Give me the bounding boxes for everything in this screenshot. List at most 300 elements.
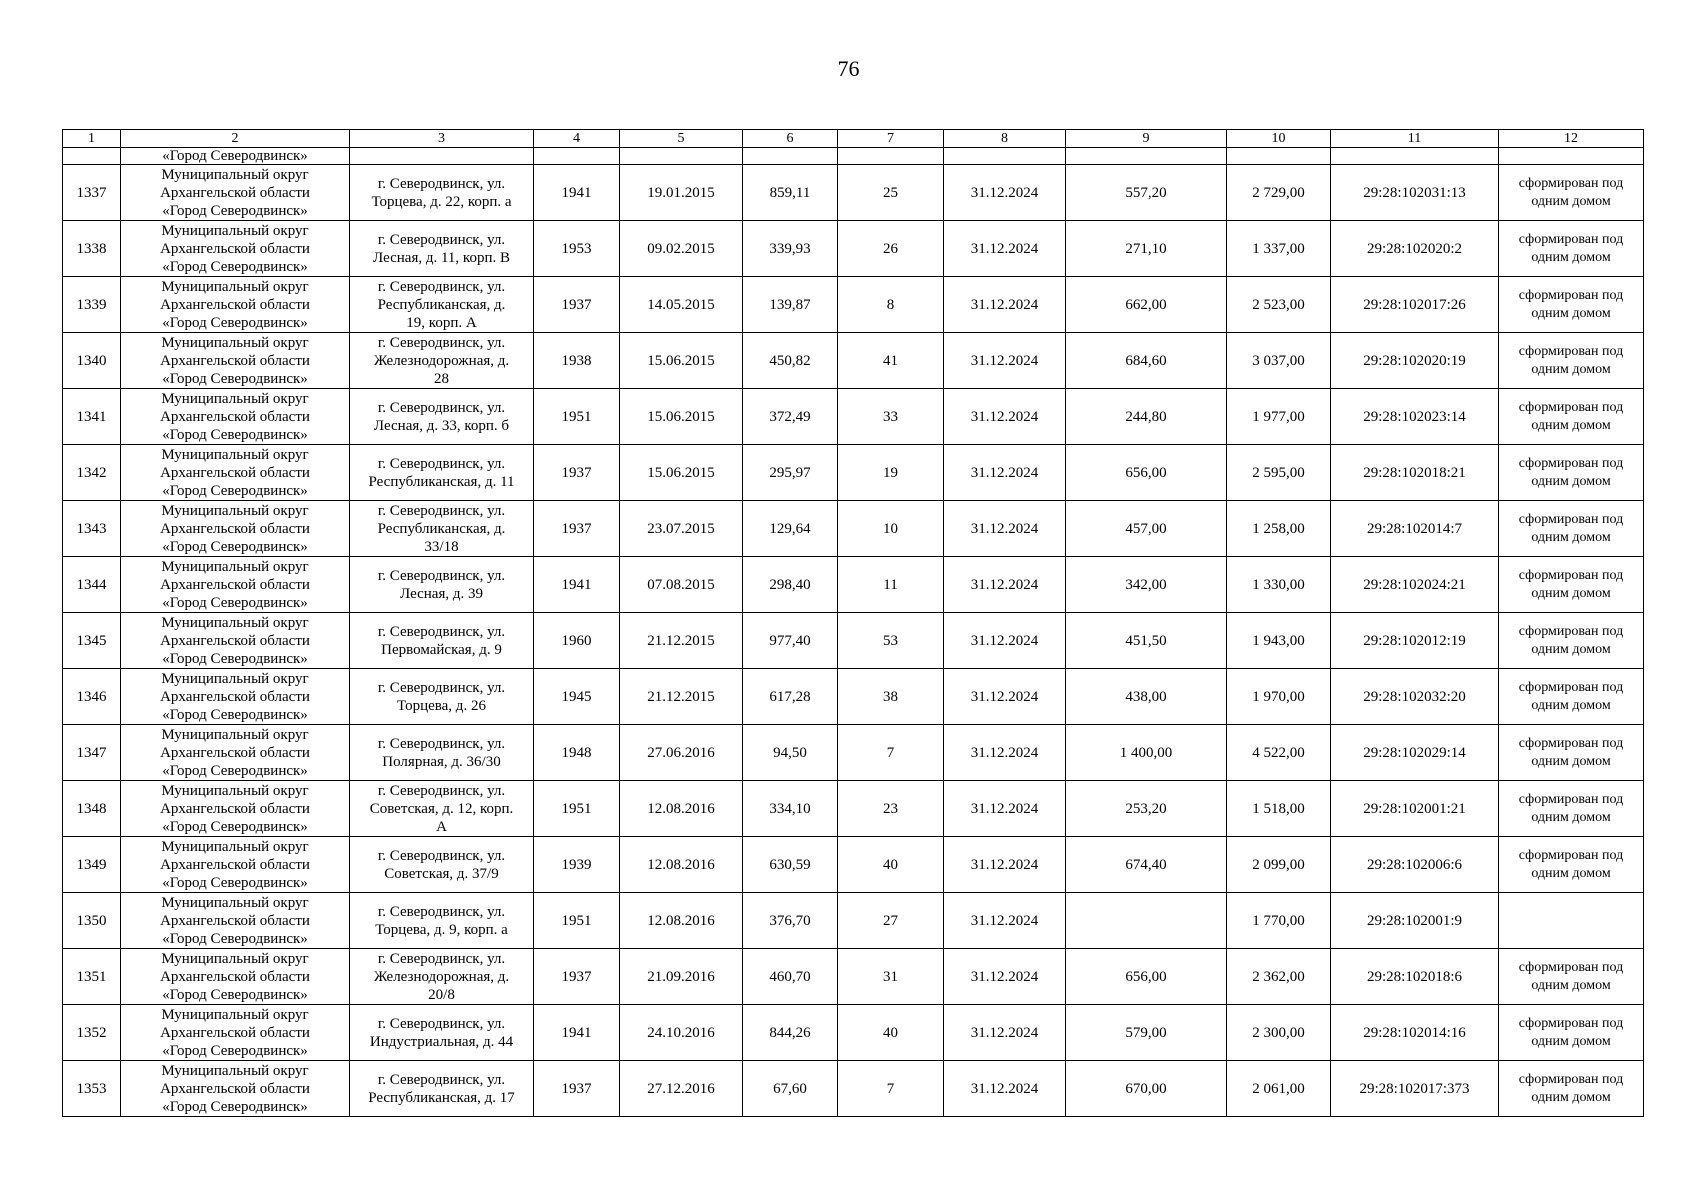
address-cell-line: 20/8 <box>428 986 455 1003</box>
land-area-cell: 579,00 <box>1066 1005 1227 1061</box>
note-cell-line: одним домом <box>1531 249 1611 265</box>
note-cell-line: сформирован под <box>1518 791 1624 807</box>
year-cell: 1953 <box>534 221 620 277</box>
address-cell-line: 19, корп. А <box>406 314 477 331</box>
area-cell: 295,97 <box>743 445 838 501</box>
owner-cell-line: Архангельской области <box>160 968 310 985</box>
note-cell <box>1499 1005 1644 1061</box>
date-cell: 21.12.2015 <box>620 613 743 669</box>
owner-cell <box>121 445 350 501</box>
owner-cell-line: Муниципальный округ <box>161 614 309 631</box>
owner-cell <box>121 781 350 837</box>
plan-date-cell: 31.12.2024 <box>944 1061 1066 1117</box>
address-cell-line: Железнодорожная, д. <box>373 968 510 985</box>
land-area-cell: 684,60 <box>1066 333 1227 389</box>
cadastral-number-cell: 29:28:102029:14 <box>1331 725 1499 781</box>
address-cell-line: А <box>436 818 447 835</box>
owner-cell-line: Архангельской области <box>160 856 310 873</box>
plan-date-cell: 31.12.2024 <box>944 165 1066 221</box>
address-cell-line: Республиканская, д. 17 <box>368 1089 515 1106</box>
address-cell-line: Республиканская, д. <box>377 296 506 313</box>
owner-cell-line: Архангельской области <box>160 520 310 537</box>
cadastral-number-cell: 29:28:102018:21 <box>1331 445 1499 501</box>
note-cell-line: одним домом <box>1531 865 1611 881</box>
year-cell: 1939 <box>534 837 620 893</box>
note-cell-line: одним домом <box>1531 1089 1611 1105</box>
owner-cell-line: Архангельской области <box>160 576 310 593</box>
cadastral-number-cell: 29:28:102020:19 <box>1331 333 1499 389</box>
note-cell-line: сформирован под <box>1518 1071 1624 1087</box>
land-area-cell: 670,00 <box>1066 1061 1227 1117</box>
count-cell: 27 <box>838 893 944 949</box>
year-cell: 1937 <box>534 445 620 501</box>
continuation-text: «Город Северодвинск» <box>121 148 350 165</box>
area-cell: 339,93 <box>743 221 838 277</box>
year-cell: 1941 <box>534 165 620 221</box>
note-cell-line: сформирован под <box>1518 511 1624 527</box>
count-cell: 11 <box>838 557 944 613</box>
address-cell-line: г. Северодвинск, ул. <box>377 1071 506 1088</box>
date-cell: 24.10.2016 <box>620 1005 743 1061</box>
land-area-cell: 271,10 <box>1066 221 1227 277</box>
cadastral-number-cell: 29:28:102014:16 <box>1331 1005 1499 1061</box>
area-cell: 67,60 <box>743 1061 838 1117</box>
date-cell: 15.06.2015 <box>620 445 743 501</box>
owner-cell-line: «Город Северодвинск» <box>162 594 308 611</box>
cadastral-number-cell: 29:28:102024:21 <box>1331 557 1499 613</box>
plot-area-cell: 1 970,00 <box>1227 669 1331 725</box>
owner-cell-line: Муниципальный округ <box>161 334 309 351</box>
date-cell: 19.01.2015 <box>620 165 743 221</box>
date-cell: 27.06.2016 <box>620 725 743 781</box>
note-cell <box>1499 781 1644 837</box>
owner-cell-line: «Город Северодвинск» <box>162 370 308 387</box>
owner-cell-line: «Город Северодвинск» <box>162 986 308 1003</box>
count-cell: 33 <box>838 389 944 445</box>
address-cell-line: г. Северодвинск, ул. <box>377 847 506 864</box>
plot-area-cell: 1 943,00 <box>1227 613 1331 669</box>
area-cell: 460,70 <box>743 949 838 1005</box>
row-number: 1339 <box>63 277 121 333</box>
owner-cell <box>121 837 350 893</box>
owner-cell <box>121 501 350 557</box>
address-cell-line: Индустриальная, д. 44 <box>369 1033 514 1050</box>
area-cell: 977,40 <box>743 613 838 669</box>
date-cell: 14.05.2015 <box>620 277 743 333</box>
row-number: 1343 <box>63 501 121 557</box>
count-cell: 7 <box>838 725 944 781</box>
owner-cell-line: Муниципальный округ <box>161 446 309 463</box>
date-cell: 15.06.2015 <box>620 333 743 389</box>
owner-cell-line: Муниципальный округ <box>161 894 309 911</box>
table-cell <box>63 148 121 165</box>
table-row <box>63 389 1644 445</box>
cadastral-number-cell: 29:28:102006:6 <box>1331 837 1499 893</box>
address-cell <box>350 781 534 837</box>
plot-area-cell: 2 729,00 <box>1227 165 1331 221</box>
owner-cell-line: «Город Северодвинск» <box>162 314 308 331</box>
note-cell-line: сформирован под <box>1518 399 1624 415</box>
land-area-cell: 253,20 <box>1066 781 1227 837</box>
count-cell: 26 <box>838 221 944 277</box>
owner-cell-line: «Город Северодвинск» <box>162 258 308 275</box>
date-cell: 12.08.2016 <box>620 893 743 949</box>
address-cell <box>350 669 534 725</box>
note-cell <box>1499 557 1644 613</box>
plot-area-cell: 2 362,00 <box>1227 949 1331 1005</box>
address-cell-line: г. Северодвинск, ул. <box>377 334 506 351</box>
cadastral-number-cell: 29:28:102020:2 <box>1331 221 1499 277</box>
owner-cell-line: Муниципальный округ <box>161 670 309 687</box>
land-area-cell <box>1066 893 1227 949</box>
note-cell <box>1499 333 1644 389</box>
owner-cell-line: Муниципальный округ <box>161 278 309 295</box>
year-cell: 1948 <box>534 725 620 781</box>
note-cell <box>1499 221 1644 277</box>
owner-cell-line: Муниципальный округ <box>161 950 309 967</box>
plan-date-cell: 31.12.2024 <box>944 389 1066 445</box>
note-cell-line: сформирован под <box>1518 735 1624 751</box>
land-area-cell: 656,00 <box>1066 949 1227 1005</box>
owner-cell-line: Муниципальный округ <box>161 390 309 407</box>
table-row <box>63 893 1644 949</box>
land-area-cell: 438,00 <box>1066 669 1227 725</box>
address-cell <box>350 557 534 613</box>
plan-date-cell: 31.12.2024 <box>944 221 1066 277</box>
address-cell-line: г. Северодвинск, ул. <box>377 175 506 192</box>
count-cell: 31 <box>838 949 944 1005</box>
note-cell-line: сформирован под <box>1518 287 1624 303</box>
owner-cell-line: «Город Северодвинск» <box>162 874 308 891</box>
owner-cell <box>121 725 350 781</box>
table-cell <box>1066 148 1227 165</box>
address-cell-line: г. Северодвинск, ул. <box>377 782 506 799</box>
table-row <box>63 949 1644 1005</box>
land-area-cell: 1 400,00 <box>1066 725 1227 781</box>
row-number: 1338 <box>63 221 121 277</box>
plot-area-cell: 2 061,00 <box>1227 1061 1331 1117</box>
area-cell: 376,70 <box>743 893 838 949</box>
plot-area-cell: 1 258,00 <box>1227 501 1331 557</box>
address-cell-line: Торцева, д. 26 <box>397 697 486 714</box>
table-row <box>63 501 1644 557</box>
table-row <box>63 277 1644 333</box>
owner-cell-line: Муниципальный округ <box>161 222 309 239</box>
plot-area-cell: 1 330,00 <box>1227 557 1331 613</box>
table-cell <box>620 148 743 165</box>
address-cell-line: г. Северодвинск, ул. <box>377 399 506 416</box>
area-cell: 859,11 <box>743 165 838 221</box>
cadastral-number-cell: 29:28:102023:14 <box>1331 389 1499 445</box>
owner-cell-line: «Город Северодвинск» <box>162 930 308 947</box>
table-body <box>63 130 1644 1117</box>
year-cell: 1945 <box>534 669 620 725</box>
note-cell <box>1499 837 1644 893</box>
year-cell: 1941 <box>534 557 620 613</box>
area-cell: 844,26 <box>743 1005 838 1061</box>
date-cell: 27.12.2016 <box>620 1061 743 1117</box>
plan-date-cell: 31.12.2024 <box>944 949 1066 1005</box>
column-number: 11 <box>1331 130 1499 148</box>
note-cell <box>1499 165 1644 221</box>
plan-date-cell: 31.12.2024 <box>944 781 1066 837</box>
year-cell: 1941 <box>534 1005 620 1061</box>
address-cell <box>350 949 534 1005</box>
land-area-cell: 342,00 <box>1066 557 1227 613</box>
column-number: 6 <box>743 130 838 148</box>
note-cell <box>1499 725 1644 781</box>
owner-cell-line: «Город Северодвинск» <box>162 482 308 499</box>
count-cell: 8 <box>838 277 944 333</box>
owner-cell-line: Архангельской области <box>160 296 310 313</box>
address-cell-line: Республиканская, д. 11 <box>368 473 515 490</box>
plot-area-cell: 3 037,00 <box>1227 333 1331 389</box>
note-cell <box>1499 949 1644 1005</box>
table-cell <box>743 148 838 165</box>
year-cell: 1937 <box>534 1061 620 1117</box>
date-cell: 15.06.2015 <box>620 389 743 445</box>
count-cell: 53 <box>838 613 944 669</box>
note-cell-line: сформирован под <box>1518 959 1624 975</box>
address-cell-line: г. Северодвинск, ул. <box>377 502 506 519</box>
note-cell-line: сформирован под <box>1518 455 1624 471</box>
address-cell-line: г. Северодвинск, ул. <box>377 950 506 967</box>
note-cell-line: сформирован под <box>1518 623 1624 639</box>
cadastral-number-cell: 29:28:102031:13 <box>1331 165 1499 221</box>
note-cell-line: сформирован под <box>1518 567 1624 583</box>
count-cell: 25 <box>838 165 944 221</box>
year-cell: 1960 <box>534 613 620 669</box>
owner-cell-line: Архангельской области <box>160 408 310 425</box>
plan-date-cell: 31.12.2024 <box>944 669 1066 725</box>
table-cell <box>1499 148 1644 165</box>
note-cell-line: одним домом <box>1531 809 1611 825</box>
plot-area-cell: 1 518,00 <box>1227 781 1331 837</box>
table-cell <box>1331 148 1499 165</box>
owner-cell-line: Муниципальный округ <box>161 502 309 519</box>
owner-cell-line: «Город Северодвинск» <box>162 650 308 667</box>
plot-area-cell: 2 523,00 <box>1227 277 1331 333</box>
table-row <box>63 781 1644 837</box>
owner-cell <box>121 1005 350 1061</box>
row-number: 1351 <box>63 949 121 1005</box>
column-number: 8 <box>944 130 1066 148</box>
column-number: 1 <box>63 130 121 148</box>
cadastral-number-cell: 29:28:102017:26 <box>1331 277 1499 333</box>
owner-cell <box>121 277 350 333</box>
row-number: 1340 <box>63 333 121 389</box>
owner-cell-line: Архангельской области <box>160 184 310 201</box>
year-cell: 1937 <box>534 277 620 333</box>
address-cell <box>350 221 534 277</box>
count-cell: 38 <box>838 669 944 725</box>
count-cell: 19 <box>838 445 944 501</box>
plot-area-cell: 2 595,00 <box>1227 445 1331 501</box>
cadastral-number-cell: 29:28:102014:7 <box>1331 501 1499 557</box>
area-cell: 94,50 <box>743 725 838 781</box>
column-number: 3 <box>350 130 534 148</box>
table-cell <box>534 148 620 165</box>
table-row <box>63 445 1644 501</box>
owner-cell-line: «Город Северодвинск» <box>162 762 308 779</box>
address-cell <box>350 333 534 389</box>
address-cell-line: Республиканская, д. <box>377 520 506 537</box>
address-cell-line: Лесная, д. 11, корп. В <box>373 249 510 266</box>
plan-date-cell: 31.12.2024 <box>944 613 1066 669</box>
owner-cell-line: «Город Северодвинск» <box>162 426 308 443</box>
table-row <box>63 613 1644 669</box>
owner-cell-line: Архангельской области <box>160 912 310 929</box>
address-cell-line: г. Северодвинск, ул. <box>377 231 506 248</box>
owner-cell-line: «Город Северодвинск» <box>162 1098 308 1115</box>
address-cell <box>350 1061 534 1117</box>
area-cell: 630,59 <box>743 837 838 893</box>
note-cell-line: одним домом <box>1531 753 1611 769</box>
owner-cell-line: Муниципальный округ <box>161 1062 309 1079</box>
plan-date-cell: 31.12.2024 <box>944 837 1066 893</box>
owner-cell-line: Архангельской области <box>160 632 310 649</box>
owner-cell-line: Архангельской области <box>160 240 310 257</box>
address-cell <box>350 165 534 221</box>
land-area-cell: 662,00 <box>1066 277 1227 333</box>
owner-cell-line: «Город Северодвинск» <box>162 202 308 219</box>
table-row <box>63 1005 1644 1061</box>
table-row <box>63 165 1644 221</box>
note-cell-line: одним домом <box>1531 1033 1611 1049</box>
note-cell-line: сформирован под <box>1518 679 1624 695</box>
address-cell-line: г. Северодвинск, ул. <box>377 567 506 584</box>
address-cell <box>350 389 534 445</box>
table-row <box>63 221 1644 277</box>
address-cell-line: г. Северодвинск, ул. <box>377 278 506 295</box>
table-row <box>63 725 1644 781</box>
year-cell: 1951 <box>534 389 620 445</box>
continuation-row <box>63 148 1644 165</box>
table-row <box>63 837 1644 893</box>
plot-area-cell: 2 099,00 <box>1227 837 1331 893</box>
note-cell-line: одним домом <box>1531 641 1611 657</box>
owner-cell-line: Архангельской области <box>160 1080 310 1097</box>
owner-cell <box>121 389 350 445</box>
owner-cell-line: «Город Северодвинск» <box>162 538 308 555</box>
plan-date-cell: 31.12.2024 <box>944 1005 1066 1061</box>
address-cell-line: Лесная, д. 33, корп. б <box>373 417 510 434</box>
note-cell-line: одним домом <box>1531 193 1611 209</box>
table-cell <box>350 148 534 165</box>
column-number: 2 <box>121 130 350 148</box>
address-cell-line: Торцева, д. 22, корп. а <box>371 193 512 210</box>
plan-date-cell: 31.12.2024 <box>944 557 1066 613</box>
count-cell: 40 <box>838 837 944 893</box>
housing-registry-table <box>62 129 1644 1117</box>
table-cell <box>838 148 944 165</box>
date-cell: 21.09.2016 <box>620 949 743 1005</box>
table-row <box>63 333 1644 389</box>
table-cell <box>944 148 1066 165</box>
owner-cell-line: Муниципальный округ <box>161 1006 309 1023</box>
count-cell: 41 <box>838 333 944 389</box>
year-cell: 1937 <box>534 949 620 1005</box>
land-area-cell: 244,80 <box>1066 389 1227 445</box>
note-cell <box>1499 613 1644 669</box>
plan-date-cell: 31.12.2024 <box>944 277 1066 333</box>
plan-date-cell: 31.12.2024 <box>944 501 1066 557</box>
table-row <box>63 1061 1644 1117</box>
owner-cell-line: «Город Северодвинск» <box>162 818 308 835</box>
row-number: 1346 <box>63 669 121 725</box>
land-area-cell: 674,40 <box>1066 837 1227 893</box>
column-number: 7 <box>838 130 944 148</box>
note-cell-line: одним домом <box>1531 473 1611 489</box>
note-cell <box>1499 389 1644 445</box>
owner-cell <box>121 669 350 725</box>
owner-cell-line: Муниципальный округ <box>161 838 309 855</box>
plan-date-cell: 31.12.2024 <box>944 725 1066 781</box>
column-number: 12 <box>1499 130 1644 148</box>
row-number: 1337 <box>63 165 121 221</box>
owner-cell <box>121 165 350 221</box>
row-number: 1345 <box>63 613 121 669</box>
column-number: 5 <box>620 130 743 148</box>
row-number: 1349 <box>63 837 121 893</box>
owner-cell-line: Архангельской области <box>160 352 310 369</box>
address-cell-line: Советская, д. 37/9 <box>384 865 499 882</box>
owner-cell <box>121 1061 350 1117</box>
table-cell <box>1227 148 1331 165</box>
note-cell <box>1499 1061 1644 1117</box>
address-cell-line: г. Северодвинск, ул. <box>377 735 506 752</box>
address-cell-line: г. Северодвинск, ул. <box>377 1015 506 1032</box>
owner-cell-line: Муниципальный округ <box>161 782 309 799</box>
owner-cell-line: «Город Северодвинск» <box>162 706 308 723</box>
address-cell <box>350 837 534 893</box>
date-cell: 12.08.2016 <box>620 781 743 837</box>
date-cell: 07.08.2015 <box>620 557 743 613</box>
address-cell-line: 33/18 <box>424 538 459 555</box>
column-number: 4 <box>534 130 620 148</box>
owner-cell <box>121 333 350 389</box>
count-cell: 23 <box>838 781 944 837</box>
plot-area-cell: 4 522,00 <box>1227 725 1331 781</box>
cadastral-number-cell: 29:28:102001:21 <box>1331 781 1499 837</box>
plot-area-cell: 1 977,00 <box>1227 389 1331 445</box>
row-number: 1350 <box>63 893 121 949</box>
row-number: 1341 <box>63 389 121 445</box>
date-cell: 23.07.2015 <box>620 501 743 557</box>
date-cell: 12.08.2016 <box>620 837 743 893</box>
cadastral-number-cell: 29:28:102017:373 <box>1331 1061 1499 1117</box>
owner-cell-line: Муниципальный округ <box>161 166 309 183</box>
note-cell <box>1499 893 1644 949</box>
plan-date-cell: 31.12.2024 <box>944 333 1066 389</box>
address-cell-line: г. Северодвинск, ул. <box>377 455 506 472</box>
land-area-cell: 656,00 <box>1066 445 1227 501</box>
area-cell: 334,10 <box>743 781 838 837</box>
owner-cell-line: Муниципальный округ <box>161 558 309 575</box>
owner-cell <box>121 557 350 613</box>
address-cell-line: г. Северодвинск, ул. <box>377 623 506 640</box>
area-cell: 139,87 <box>743 277 838 333</box>
plot-area-cell: 2 300,00 <box>1227 1005 1331 1061</box>
owner-cell-line: Архангельской области <box>160 744 310 761</box>
note-cell-line: одним домом <box>1531 697 1611 713</box>
owner-cell-line: Архангельской области <box>160 1024 310 1041</box>
note-cell-line: одним домом <box>1531 585 1611 601</box>
note-cell <box>1499 277 1644 333</box>
note-cell-line: одним домом <box>1531 417 1611 433</box>
plot-area-cell: 1 337,00 <box>1227 221 1331 277</box>
page-number: 76 <box>837 56 860 81</box>
